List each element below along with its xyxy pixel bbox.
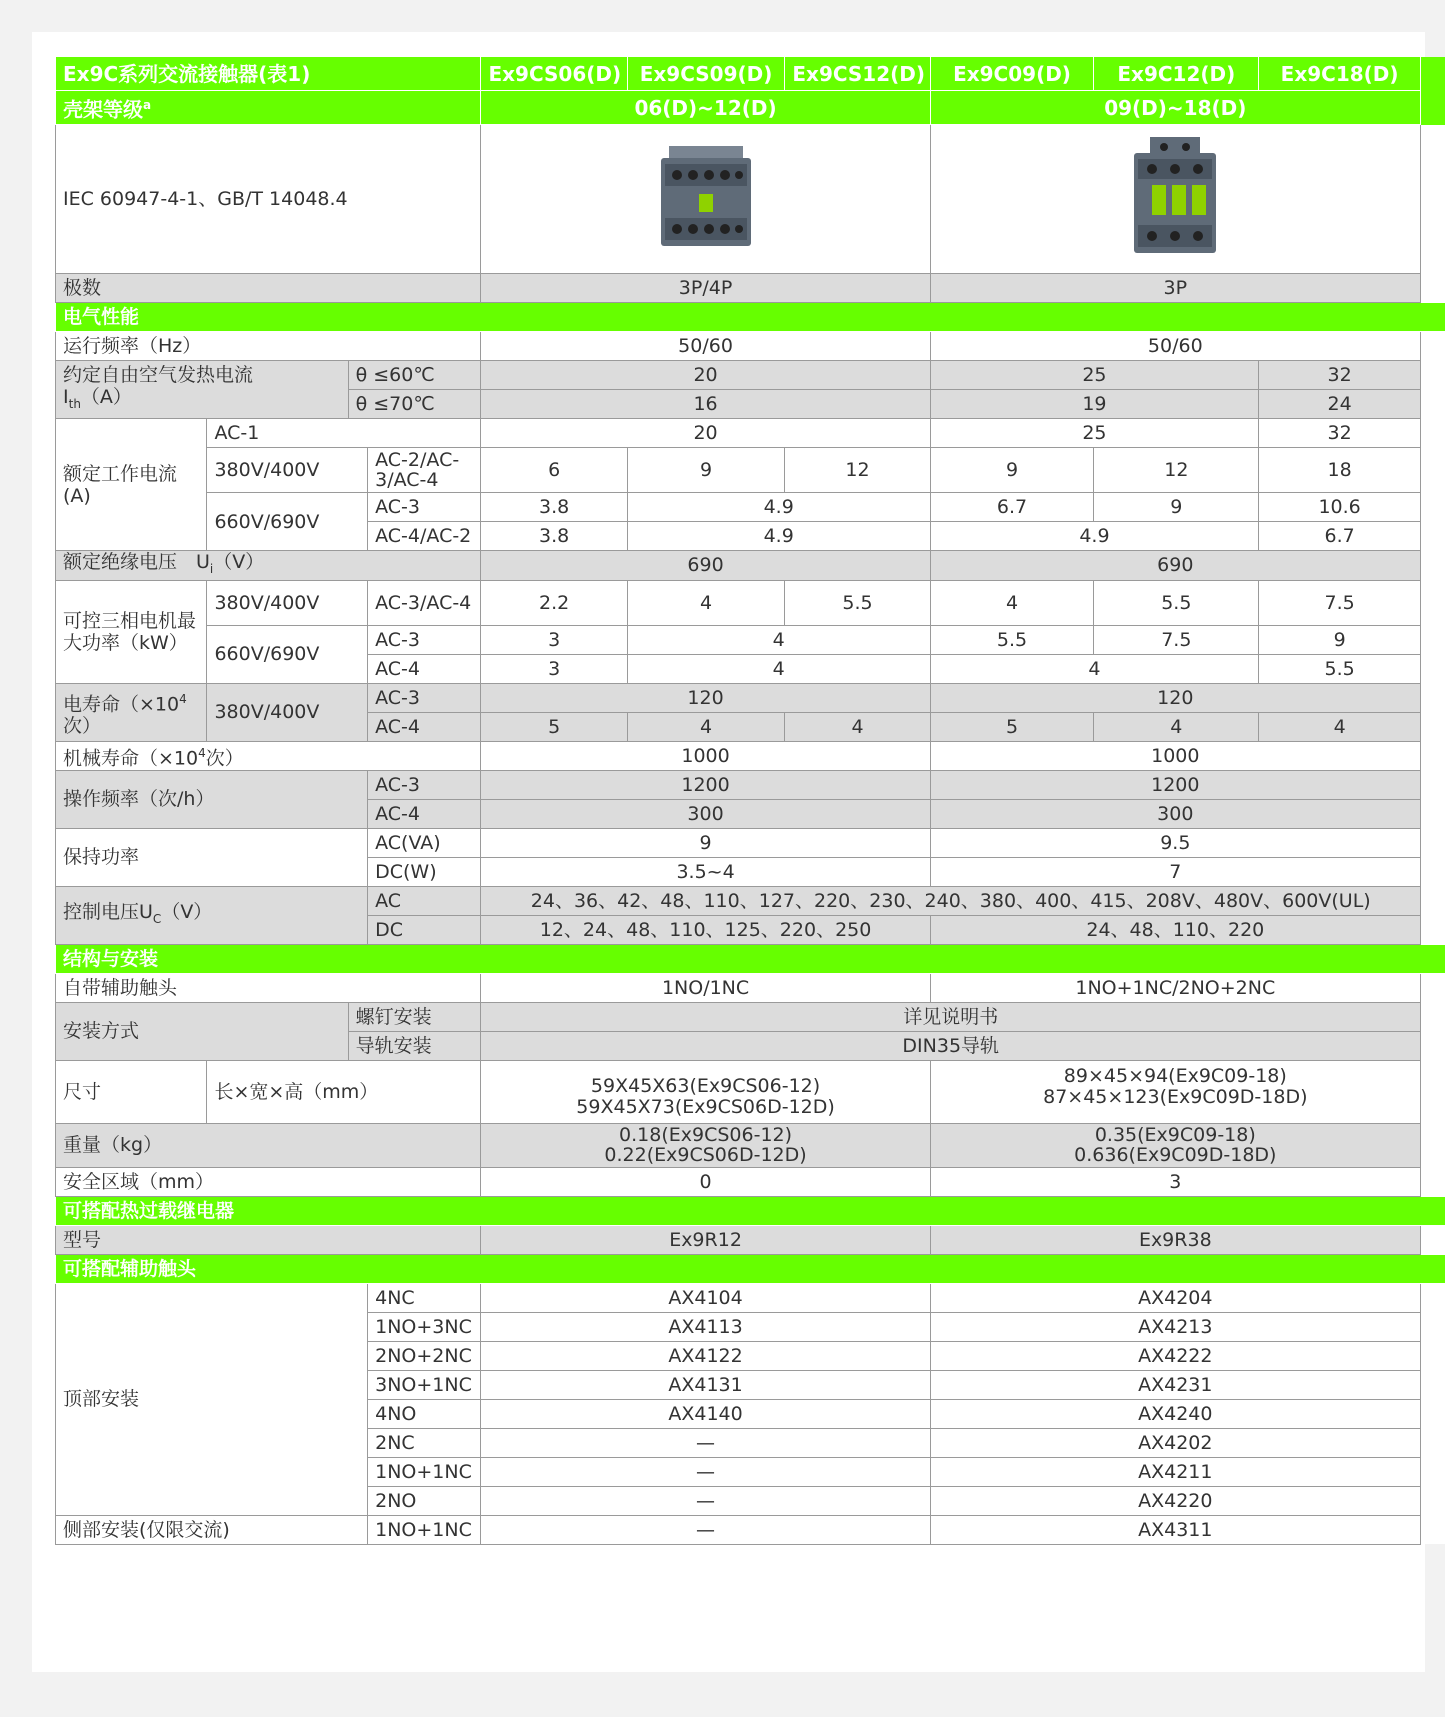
elife-value: 120 [930,683,1420,712]
ith-temp-60: θ ≤60℃ [348,361,481,390]
power-value: 5.5 [785,580,930,625]
ie-row-380 [56,448,1445,493]
top-mount-label: 顶部安装 [56,1283,368,1515]
aux-type: 2NO [368,1486,481,1515]
opfreq-value: 1200 [481,770,930,799]
aux-type: 1NO+3NC [368,1312,481,1341]
uc-row-ac [56,886,1445,915]
safe-b: 3 [930,1167,1420,1196]
section-title: 可搭配热过载继电器 [56,1196,1445,1225]
hold-label: 保持功率 [56,828,368,886]
spec-table [55,56,1445,1545]
section-relay [56,1196,1445,1225]
opfreq-value: 300 [930,799,1420,828]
standard-text: IEC 60947-4-1、GB/T 14048.4 [56,125,481,274]
mount-type: 导轨安装 [348,1031,481,1060]
ie-value: 4.9 [627,522,930,551]
mlife-label: 机械寿命（$\times 10^4$次） [56,741,481,770]
ie-row-660-ac3 [56,493,1445,522]
model-col-header: Ex9C12(D) [1094,57,1259,91]
power-category: AC-4 [368,654,481,683]
elife-value: 120 [481,683,930,712]
ith-value: 32 [1259,361,1421,390]
auxbuilt-label: 自带辅助触头 [56,973,481,1002]
elife-value: 4 [627,712,785,741]
freq-b: 50/60 [930,332,1420,361]
aux-model-b: AX4213 [930,1312,1420,1341]
aux-model-a: AX4113 [481,1312,930,1341]
ie-category: AC-1 [207,419,481,448]
ith-value: 24 [1259,390,1421,419]
ie-value: 9 [1094,493,1259,522]
frame-a: 06(D)~12(D) [481,91,930,125]
aux-model-b: AX4220 [930,1486,1420,1515]
ie-value: 32 [1259,419,1421,448]
aux-model-a: AX4131 [481,1370,930,1399]
uc-category: AC [368,886,481,915]
model-col-header: Ex9CS12(D) [785,57,930,91]
power-voltage: 380V/400V [207,580,368,625]
ie-value: 9 [627,448,785,493]
aux-model-a: — [481,1515,930,1544]
spec-sheet [32,32,1425,1672]
ie-value: 4.9 [627,493,930,522]
mount-value: 详见说明书 [481,1002,1421,1031]
model-col-header: Ex9C18(D) [1259,57,1421,91]
section-structure [56,944,1445,973]
poles-b: 3P [930,274,1420,303]
elife-value: 4 [785,712,930,741]
power-value: 3 [481,625,627,654]
dims-sub: 长×宽×高（mm） [207,1060,481,1123]
hold-category: DC(W) [368,857,481,886]
uc-dc-b: 24、48、110、220 [930,915,1420,944]
opfreq-category: AC-3 [368,770,481,799]
ui-label: 额定绝缘电压 $U_i(V)$ [56,551,481,581]
ui-a: 690 [481,551,930,581]
poles-label: 极数 [56,274,481,303]
mount-value: DIN35导轨 [481,1031,1421,1060]
ie-value: 6.7 [930,493,1094,522]
elife-value: 4 [1259,712,1421,741]
aux-model-a: — [481,1428,930,1457]
model-col-header: Ex9CS09(D) [627,57,785,91]
contactor-image-3p [1120,133,1230,261]
aux-type: 1NO+1NC [368,1515,481,1544]
aux-model-b: AX4211 [930,1457,1420,1486]
safe-row [56,1167,1445,1196]
elife-label: 电寿命（$\times 10^4$次） [56,683,207,741]
ie-value: 6 [481,448,627,493]
uc-dc-a: 12、24、48、110、125、220、250 [481,915,930,944]
opfreq-row-ac3 [56,770,1445,799]
ie-value: 9 [930,448,1094,493]
power-value: 5.5 [1259,654,1421,683]
dims-label: 尺寸 [56,1060,207,1123]
dims-b: 89×45×94(Ex9C09-18) 87×45×123(Ex9C09D-18D) [930,1060,1420,1123]
ie-value: 12 [785,448,930,493]
hold-value: 3.5~4 [481,857,930,886]
ie-value: 3.8 [481,493,627,522]
aux-type: 4NC [368,1283,481,1312]
ie-value: 10.6 [1259,493,1421,522]
hold-category: AC(VA) [368,828,481,857]
power-value: 5.5 [1094,580,1259,625]
ie-value: 4.9 [930,522,1259,551]
power-row-380 [56,580,1445,625]
mlife-row [56,741,1445,770]
ie-value: 6.7 [1259,522,1421,551]
ui-row [56,551,1445,581]
ie-value: 25 [930,419,1259,448]
aux-model-a: AX4104 [481,1283,930,1312]
elife-value: 5 [930,712,1094,741]
hold-row-ac [56,828,1445,857]
product-image-small-frame [481,125,930,274]
aux-type: 1NO+1NC [368,1457,481,1486]
power-value: 4 [627,654,930,683]
power-value: 5.5 [930,625,1094,654]
aux-type: 3NO+1NC [368,1370,481,1399]
relay-row [56,1225,1445,1254]
dims-row [56,1060,1445,1123]
ie-value: 18 [1259,448,1421,493]
power-voltage: 660V/690V [207,625,368,683]
aux-model-b: AX4231 [930,1370,1420,1399]
poles-row [56,274,1445,303]
mount-label: 安装方式 [56,1002,349,1060]
ie-voltage: 660V/690V [207,493,368,551]
weight-b: 0.35(Ex9C09-18) 0.636(Ex9C09D-18D) [930,1123,1420,1167]
model-col-header: Ex9CS06(D) [481,57,627,91]
auxbuilt-b: 1NO+1NC/2NO+2NC [930,973,1420,1002]
ie-value: 20 [481,419,930,448]
contactor-image-3p4p [651,138,761,256]
power-category: AC-3 [368,625,481,654]
relay-label: 型号 [56,1225,481,1254]
elife-category: AC-3 [368,683,481,712]
aux-model-a: — [481,1486,930,1515]
section-title: 电气性能 [56,303,1445,332]
power-value: 7.5 [1259,580,1421,625]
power-value: 4 [930,654,1259,683]
power-value: 3 [481,654,627,683]
relay-a: Ex9R12 [481,1225,930,1254]
elife-row-ac3 [56,683,1445,712]
product-image-large-frame [930,125,1420,274]
aux-model-b: AX4202 [930,1428,1420,1457]
aux-model-a: — [481,1457,930,1486]
ie-label: 额定工作电流(A) [56,419,207,551]
power-category: AC-3/AC-4 [368,580,481,625]
aux-model-b: AX4204 [930,1283,1420,1312]
ie-voltage: 380V/400V [207,448,368,493]
ie-category: AC-2/AC-3/AC-4 [368,448,481,493]
auxbuilt-a: 1NO/1NC [481,973,930,1002]
aux-model-a: AX4122 [481,1341,930,1370]
auxbuilt-row [56,973,1445,1002]
freq-row [56,332,1445,361]
mlife-b: 1000 [930,741,1420,770]
ui-b: 690 [930,551,1420,581]
elife-value: 4 [1094,712,1259,741]
side-mount-label: 侧部安装(仅限交流) [56,1515,368,1544]
side-row [56,1515,1445,1544]
table-title: Ex9C系列交流接触器(表1) [56,57,481,91]
dims-a: 59X45X63(Ex9CS06-12) 59X45X73(Ex9CS06D-12D) [481,1060,930,1123]
power-value: 2.2 [481,580,627,625]
aux-model-b: AX4240 [930,1399,1420,1428]
ie-value: 12 [1094,448,1259,493]
opfreq-value: 1200 [930,770,1420,799]
mount-row-screw [56,1002,1445,1031]
elife-voltage: 380V/400V [207,683,368,741]
weight-row [56,1123,1445,1167]
uc-label: 控制电压$U_C(V)$ [56,886,368,944]
elife-value: 5 [481,712,627,741]
hold-value: 9 [481,828,930,857]
safe-a: 0 [481,1167,930,1196]
ith-value: 20 [481,361,930,390]
hold-value: 9.5 [930,828,1420,857]
uc-category: DC [368,915,481,944]
safe-label: 安全区域（mm） [56,1167,481,1196]
ith-value: 25 [930,361,1259,390]
elife-category: AC-4 [368,712,481,741]
ith-value: 16 [481,390,930,419]
ith-row-60 [56,361,1445,390]
ith-temp-70: θ ≤70℃ [348,390,481,419]
aux-type: 2NC [368,1428,481,1457]
uc-ac-values: 24、36、42、48、110、127、220、230、240、380、400、415、208V、480V、600V(UL) [481,886,1421,915]
aux-type: 2NO+2NC [368,1341,481,1370]
ith-label: 约定自由空气发热电流 $I_{th}(A)$ [56,361,349,419]
power-value: 9 [1259,625,1421,654]
power-value: 4 [930,580,1094,625]
ie-category: AC-4/AC-2 [368,522,481,551]
freq-a: 50/60 [481,332,930,361]
mount-type: 螺钉安装 [348,1002,481,1031]
power-label: 可控三相电机最大功率（kW） [56,580,207,683]
hold-value: 7 [930,857,1420,886]
power-row-660-ac3 [56,625,1445,654]
section-aux [56,1254,1445,1283]
ie-row-ac1 [56,419,1445,448]
power-value: 7.5 [1094,625,1259,654]
ie-category: AC-3 [368,493,481,522]
frame-footnote: a [143,98,152,113]
aux-model-b: AX4311 [930,1515,1420,1544]
table-row [56,1283,1445,1312]
section-title: 可搭配辅助触头 [56,1254,1445,1283]
section-electrical [56,303,1445,332]
frame-row [56,91,1445,125]
aux-model-a: AX4140 [481,1399,930,1428]
weight-a: 0.18(Ex9CS06-12) 0.22(Ex9CS06D-12D) [481,1123,930,1167]
frame-b: 09(D)~18(D) [930,91,1420,125]
weight-label: 重量（kg） [56,1123,481,1167]
poles-a: 3P/4P [481,274,930,303]
opfreq-category: AC-4 [368,799,481,828]
image-row [56,125,1445,274]
power-value: 4 [627,625,930,654]
opfreq-label: 操作频率（次/h） [56,770,368,828]
ie-value: 3.8 [481,522,627,551]
freq-label: 运行频率（Hz） [56,332,481,361]
aux-model-b: AX4222 [930,1341,1420,1370]
ith-value: 19 [930,390,1259,419]
aux-type: 4NO [368,1399,481,1428]
opfreq-value: 300 [481,799,930,828]
model-col-header: Ex9C09(D) [930,57,1094,91]
frame-label: 壳架等级$^a$ [56,91,481,125]
header-row [56,57,1445,91]
power-value: 4 [627,580,785,625]
mlife-a: 1000 [481,741,930,770]
section-title: 结构与安装 [56,944,1445,973]
relay-b: Ex9R38 [930,1225,1420,1254]
